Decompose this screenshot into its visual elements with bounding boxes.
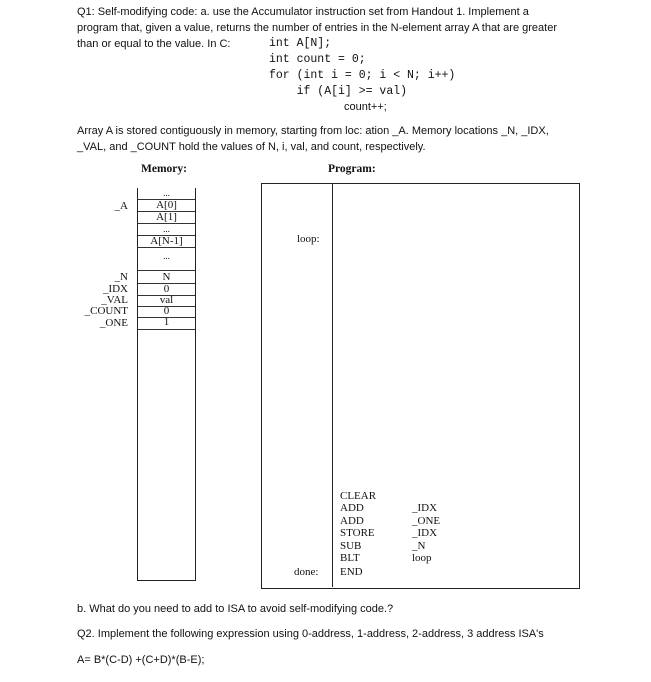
operand-idx-1: _IDX <box>412 502 438 514</box>
q1-line-3: than or equal to the value. In C: <box>77 38 231 50</box>
code-line-3: for (int i = 0; i < N; i++) <box>269 69 456 82</box>
mem-cell-idx: 0 <box>163 283 170 295</box>
q2-question: Q2. Implement the following expression using 0-address, 1-address, 2-address, 3 address ISA's <box>77 628 544 640</box>
code-line-5: count++; <box>344 101 387 113</box>
instr-add-2: ADD <box>340 515 364 527</box>
mem-label-A: _A <box>114 200 128 212</box>
mem-cell-ellipsis-top: ... <box>163 188 170 198</box>
instr-store: STORE <box>340 527 375 539</box>
mem-cell-a0: A[0] <box>156 199 177 211</box>
mem-cell-val: val <box>159 294 174 306</box>
instr-add-1: ADD <box>340 502 364 514</box>
code-line-1: int A[N]; <box>269 37 332 50</box>
mem-label-ONE: _ONE <box>99 317 128 329</box>
mem-label-N: _N <box>114 271 128 283</box>
mem-cell-ellipsis-low: ... <box>163 251 170 261</box>
part-b-question: b. What do you need to add to ISA to avoid self-modifying code.? <box>77 603 394 615</box>
mem-cell-one: 1 <box>163 316 170 328</box>
operand-idx-2: _IDX <box>412 527 438 539</box>
array-desc-line-2: _VAL, and _COUNT hold the values of N, i, val, and count, respectively. <box>77 141 426 153</box>
memory-column <box>137 188 196 581</box>
code-line-2: int count = 0; <box>269 53 366 66</box>
instr-end: END <box>340 566 363 578</box>
q2-expression: A= B*(C-D) +(C+D)*(B-E); <box>77 654 205 666</box>
done-label: done: <box>294 566 319 578</box>
mem-cell-count: 0 <box>163 305 170 317</box>
mem-cell-n: N <box>162 271 171 283</box>
operand-n: _N <box>412 540 426 552</box>
operand-one: _ONE <box>412 515 441 527</box>
mem-cell-a1: A[1] <box>156 211 177 223</box>
array-desc-line-1: Array A is stored contiguously in memory, starting from loc: ation _A. Memory locations _N, _IDX, <box>77 125 549 137</box>
loop-label: loop: <box>297 233 320 245</box>
mem-cell-an-1: A[N-1] <box>150 235 183 247</box>
program-title: Program: <box>328 163 376 175</box>
program-divider <box>332 183 333 587</box>
instr-sub: SUB <box>340 540 362 552</box>
mem-label-VAL: _VAL <box>101 294 128 306</box>
mem-label-COUNT: _COUNT <box>84 305 128 317</box>
code-line-4: if (A[i] >= val) <box>269 85 408 98</box>
instr-clear: CLEAR <box>340 490 377 502</box>
instr-blt: BLT <box>340 552 360 564</box>
memory-title: Memory: <box>141 163 187 175</box>
mem-label-IDX: _IDX <box>102 283 128 295</box>
q1-line-2: program that, given a value, returns the number of entries in the N-element array A that are greater <box>77 22 557 34</box>
operand-loop: loop <box>412 552 432 564</box>
q1-line-1: Q1: Self-modifying code: a. use the Accumulator instruction set from Handout 1. Implement a <box>77 6 529 18</box>
mem-cell-ellipsis-mid: ... <box>163 224 170 234</box>
